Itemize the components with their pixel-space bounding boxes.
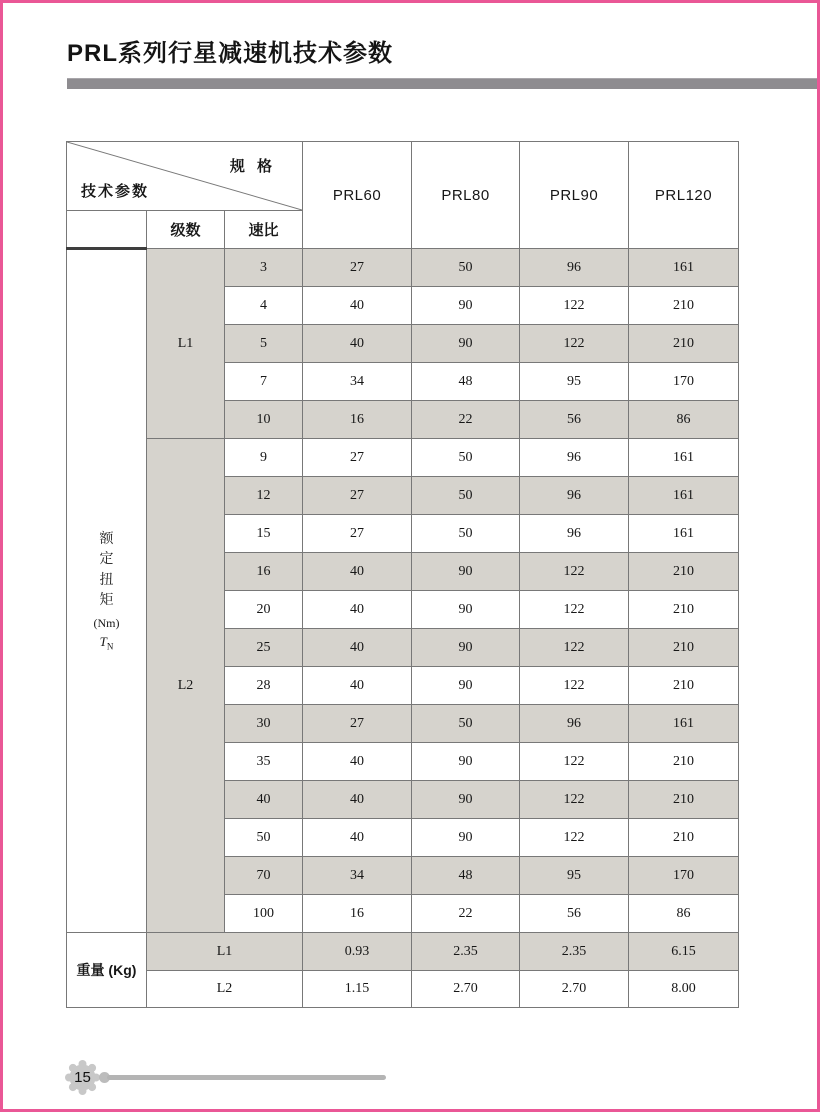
weight-value-cell: 8.00 xyxy=(629,971,739,1008)
value-cell: 50 xyxy=(412,439,520,477)
ratio-cell: 4 xyxy=(225,287,303,325)
value-cell: 40 xyxy=(303,819,412,857)
value-cell: 122 xyxy=(520,553,629,591)
ratio-column-header: 速比 xyxy=(225,211,303,249)
ratio-cell: 100 xyxy=(225,895,303,933)
value-cell: 40 xyxy=(303,287,412,325)
value-cell: 210 xyxy=(629,553,739,591)
weight-value-cell: 6.15 xyxy=(629,933,739,971)
value-cell: 170 xyxy=(629,857,739,895)
value-cell: 56 xyxy=(520,401,629,439)
empty-header-cell xyxy=(67,211,147,249)
ratio-cell: 7 xyxy=(225,363,303,401)
value-cell: 161 xyxy=(629,515,739,553)
header-spec-label: 规 格 xyxy=(229,158,276,175)
ratio-cell: 20 xyxy=(225,591,303,629)
value-cell: 50 xyxy=(412,477,520,515)
weight-label-cell: 重量 (Kg) xyxy=(67,933,147,1008)
value-cell: 95 xyxy=(520,363,629,401)
ratio-cell: 25 xyxy=(225,629,303,667)
model-header-prl60: PRL60 xyxy=(303,142,412,249)
torque-symbol-label: $T_N$ xyxy=(99,634,114,652)
value-cell: 27 xyxy=(303,705,412,743)
value-cell: 210 xyxy=(629,743,739,781)
value-cell: 90 xyxy=(412,553,520,591)
value-cell: 161 xyxy=(629,439,739,477)
value-cell: 16 xyxy=(303,401,412,439)
weight-row xyxy=(67,971,739,1008)
torque-unit-label: (Nm) xyxy=(93,616,120,631)
stage-cell: L1 xyxy=(147,249,225,439)
value-cell: 210 xyxy=(629,819,739,857)
value-cell: 96 xyxy=(520,705,629,743)
weight-value-cell: 2.35 xyxy=(520,933,629,971)
value-cell: 122 xyxy=(520,781,629,819)
ratio-cell: 30 xyxy=(225,705,303,743)
header-row-1 xyxy=(67,142,739,211)
value-cell: 161 xyxy=(629,705,739,743)
weight-value-cell: 2.70 xyxy=(412,971,520,1008)
value-cell: 122 xyxy=(520,629,629,667)
value-cell: 210 xyxy=(629,781,739,819)
value-cell: 210 xyxy=(629,591,739,629)
value-cell: 34 xyxy=(303,363,412,401)
ratio-cell: 50 xyxy=(225,819,303,857)
value-cell: 40 xyxy=(303,743,412,781)
weight-stage-cell: L2 xyxy=(147,971,303,1008)
value-cell: 40 xyxy=(303,781,412,819)
model-header-prl80: PRL80 xyxy=(412,142,520,249)
value-cell: 90 xyxy=(412,743,520,781)
ratio-cell: 70 xyxy=(225,857,303,895)
value-cell: 22 xyxy=(412,895,520,933)
value-cell: 90 xyxy=(412,325,520,363)
value-cell: 210 xyxy=(629,629,739,667)
value-cell: 90 xyxy=(412,781,520,819)
value-cell: 86 xyxy=(629,401,739,439)
value-cell: 48 xyxy=(412,363,520,401)
page-number: 15 xyxy=(74,1069,91,1086)
ratio-cell: 10 xyxy=(225,401,303,439)
value-cell: 90 xyxy=(412,629,520,667)
value-cell: 40 xyxy=(303,629,412,667)
header-param-label: 技术参数 xyxy=(81,183,150,200)
value-cell: 96 xyxy=(520,515,629,553)
ratio-cell: 15 xyxy=(225,515,303,553)
ratio-cell: 5 xyxy=(225,325,303,363)
value-cell: 122 xyxy=(520,325,629,363)
ratio-cell: 35 xyxy=(225,743,303,781)
value-cell: 86 xyxy=(629,895,739,933)
stage-cell: L2 xyxy=(147,439,225,933)
value-cell: 56 xyxy=(520,895,629,933)
weight-stage-cell: L1 xyxy=(147,933,303,971)
spec-row xyxy=(67,249,739,287)
weight-value-cell: 2.70 xyxy=(520,971,629,1008)
value-cell: 27 xyxy=(303,515,412,553)
footer-line xyxy=(107,1075,386,1080)
value-cell: 27 xyxy=(303,439,412,477)
value-cell: 122 xyxy=(520,287,629,325)
weight-row xyxy=(67,933,739,971)
ratio-cell: 16 xyxy=(225,553,303,591)
spec-table xyxy=(66,141,739,1008)
stage-column-header: 级数 xyxy=(147,211,225,249)
weight-value-cell: 2.35 xyxy=(412,933,520,971)
value-cell: 50 xyxy=(412,705,520,743)
spec-row xyxy=(67,439,739,477)
value-cell: 90 xyxy=(412,591,520,629)
torque-name-label: 额定扭矩 xyxy=(99,532,114,608)
value-cell: 122 xyxy=(520,743,629,781)
value-cell: 40 xyxy=(303,667,412,705)
value-cell: 90 xyxy=(412,819,520,857)
value-cell: 22 xyxy=(412,401,520,439)
value-cell: 122 xyxy=(520,819,629,857)
value-cell: 27 xyxy=(303,249,412,287)
value-cell: 122 xyxy=(520,667,629,705)
title-underline-bar xyxy=(67,78,817,89)
value-cell: 40 xyxy=(303,325,412,363)
value-cell: 90 xyxy=(412,287,520,325)
value-cell: 161 xyxy=(629,249,739,287)
model-header-prl90: PRL90 xyxy=(520,142,629,249)
value-cell: 210 xyxy=(629,287,739,325)
weight-value-cell: 1.15 xyxy=(303,971,412,1008)
ratio-cell: 12 xyxy=(225,477,303,515)
value-cell: 210 xyxy=(629,325,739,363)
diagonal-header-cell xyxy=(67,142,303,211)
value-cell: 122 xyxy=(520,591,629,629)
model-header-prl120: PRL120 xyxy=(629,142,739,249)
ratio-cell: 40 xyxy=(225,781,303,819)
value-cell: 27 xyxy=(303,477,412,515)
value-cell: 40 xyxy=(303,591,412,629)
ratio-cell: 3 xyxy=(225,249,303,287)
value-cell: 50 xyxy=(412,249,520,287)
value-cell: 16 xyxy=(303,895,412,933)
value-cell: 50 xyxy=(412,515,520,553)
value-cell: 95 xyxy=(520,857,629,895)
value-cell: 210 xyxy=(629,667,739,705)
value-cell: 48 xyxy=(412,857,520,895)
value-cell: 34 xyxy=(303,857,412,895)
value-cell: 40 xyxy=(303,553,412,591)
value-cell: 96 xyxy=(520,249,629,287)
ratio-cell: 28 xyxy=(225,667,303,705)
torque-label-cell xyxy=(67,249,147,933)
weight-value-cell: 0.93 xyxy=(303,933,412,971)
value-cell: 161 xyxy=(629,477,739,515)
value-cell: 170 xyxy=(629,363,739,401)
value-cell: 90 xyxy=(412,667,520,705)
page-title: PRL系列行星减速机技术参数 xyxy=(67,40,393,67)
value-cell: 96 xyxy=(520,477,629,515)
value-cell: 96 xyxy=(520,439,629,477)
ratio-cell: 9 xyxy=(225,439,303,477)
